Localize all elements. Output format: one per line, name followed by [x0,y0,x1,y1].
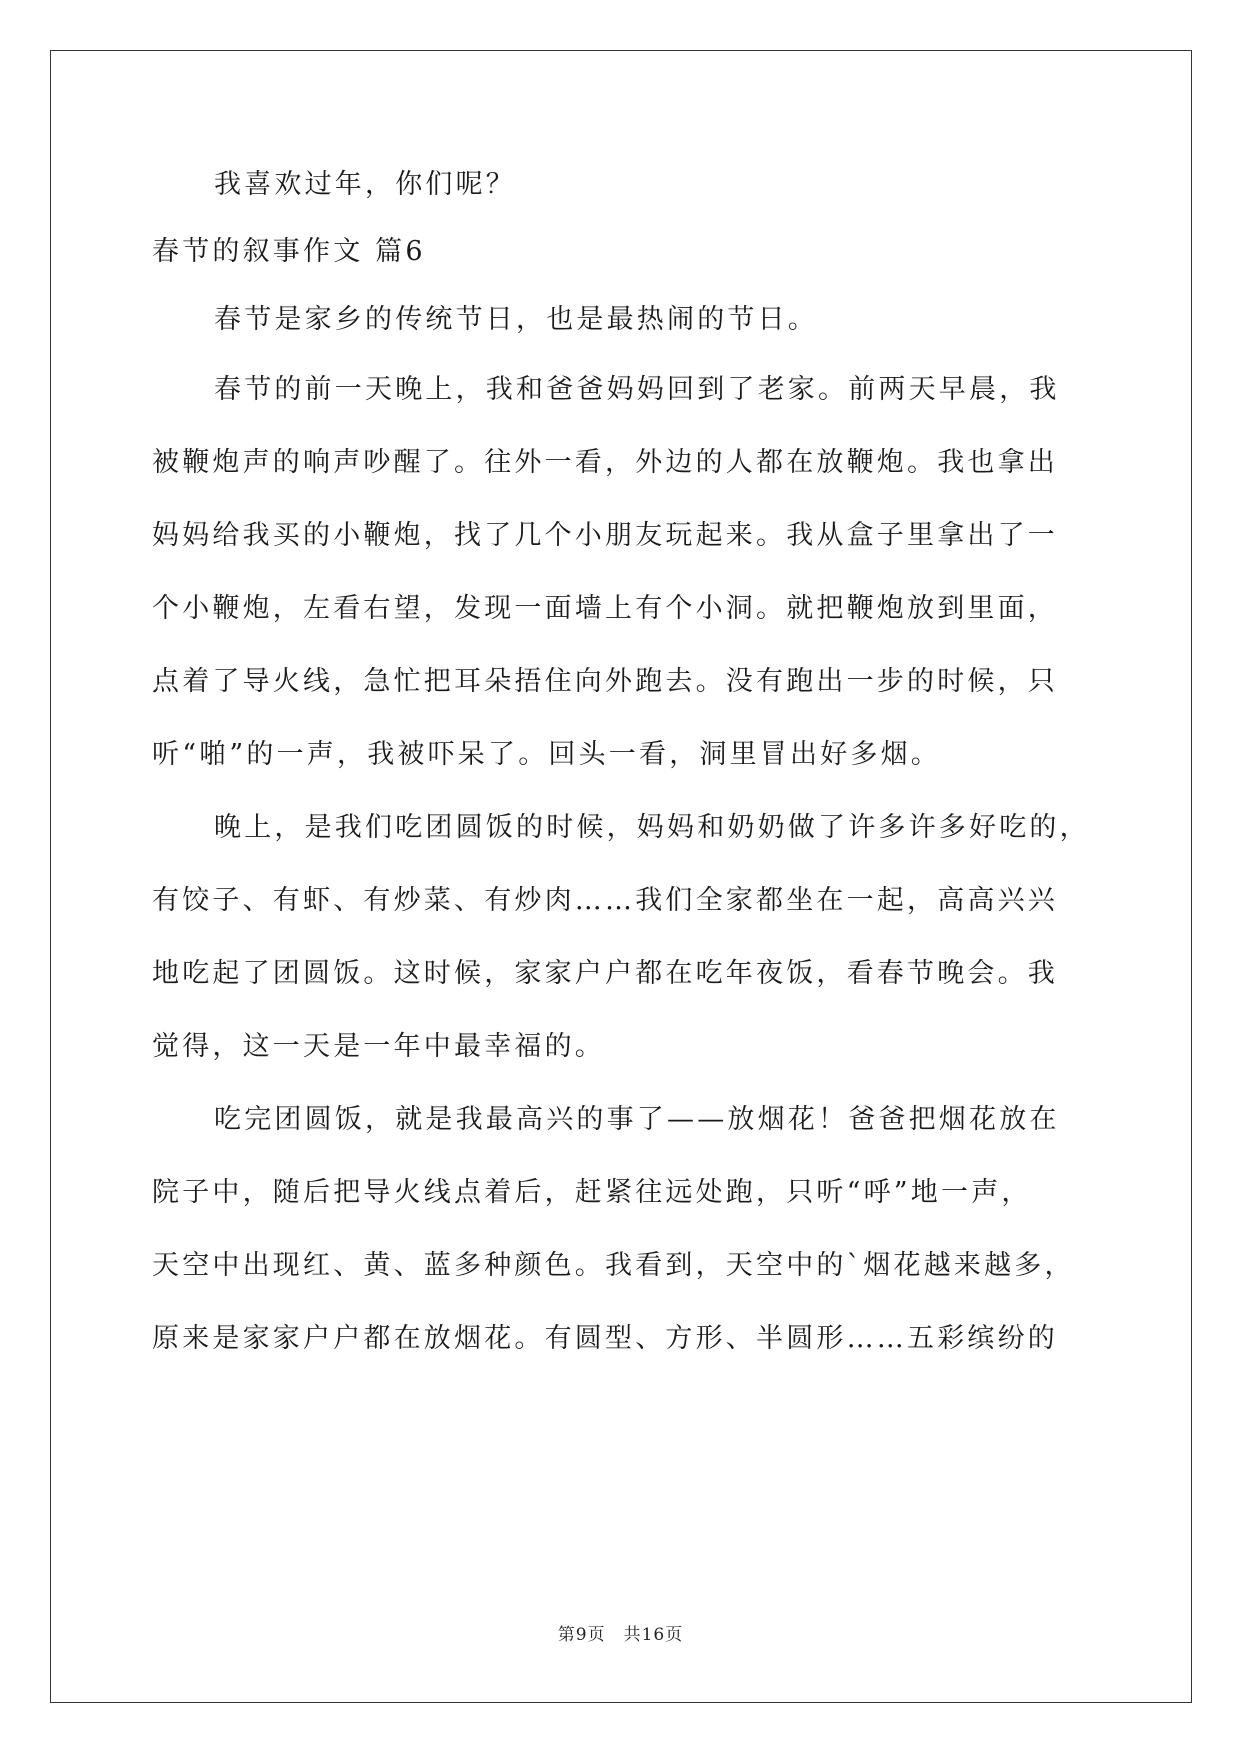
paragraph-line: 点着了导火线，急忙把耳朵捂住向外跑去。没有跑出一步的时候，只 [152,666,1058,697]
paragraph-line: 原来是家家户户都在放烟花。有圆型、方形、半圆形……五彩缤纷的 [152,1323,1058,1354]
page-border [50,50,1192,1703]
page-footer [0,1620,1241,1645]
paragraph-line: 春节的前一天晚上，我和爸爸妈妈回到了老家。前两天早晨，我 [214,374,1060,405]
paragraph-line: 春节是家乡的传统节日，也是最热闹的节日。 [214,304,818,335]
paragraph-line: 我喜欢过年，你们呢？ [214,169,516,200]
paragraph-line: 吃完团圆饭，就是我最高兴的事了——放烟花！爸爸把烟花放在 [214,1104,1060,1135]
paragraph-line: 院子中，随后把导火线点着后，赶紧往远处跑，只听“呼”地一声， [152,1177,1032,1208]
paragraph-line: 听“啪”的一声，我被吓呆了。回头一看，洞里冒出好多烟。 [152,739,942,770]
paragraph-line: 觉得，这一天是一年中最幸福的。 [152,1031,605,1062]
section-heading: 春节的叙事作文 篇6 [152,236,426,267]
paragraph-line: 晚上，是我们吃团圆饭的时候，妈妈和奶奶做了许多许多好吃的， [214,812,1090,843]
paragraph-line: 地吃起了团圆饭。这时候，家家户户都在吃年夜饭，看春节晚会。我 [152,958,1058,989]
page-number: 第9页 共16页 [557,1625,684,1645]
paragraph-line: 个小鞭炮，左看右望，发现一面墙上有个小洞。就把鞭炮放到里面， [152,593,1058,624]
paragraph-line: 天空中出现红、黄、蓝多种颜色。我看到，天空中的`烟花越来越多， [152,1250,1075,1281]
paragraph-line: 有饺子、有虾、有炒菜、有炒肉……我们全家都坐在一起，高高兴兴 [152,885,1058,916]
paragraph-line: 被鞭炮声的响声吵醒了。往外一看，外边的人都在放鞭炮。我也拿出 [152,447,1058,478]
paragraph-line: 妈妈给我买的小鞭炮，找了几个小朋友玩起来。我从盒子里拿出了一 [152,520,1058,551]
